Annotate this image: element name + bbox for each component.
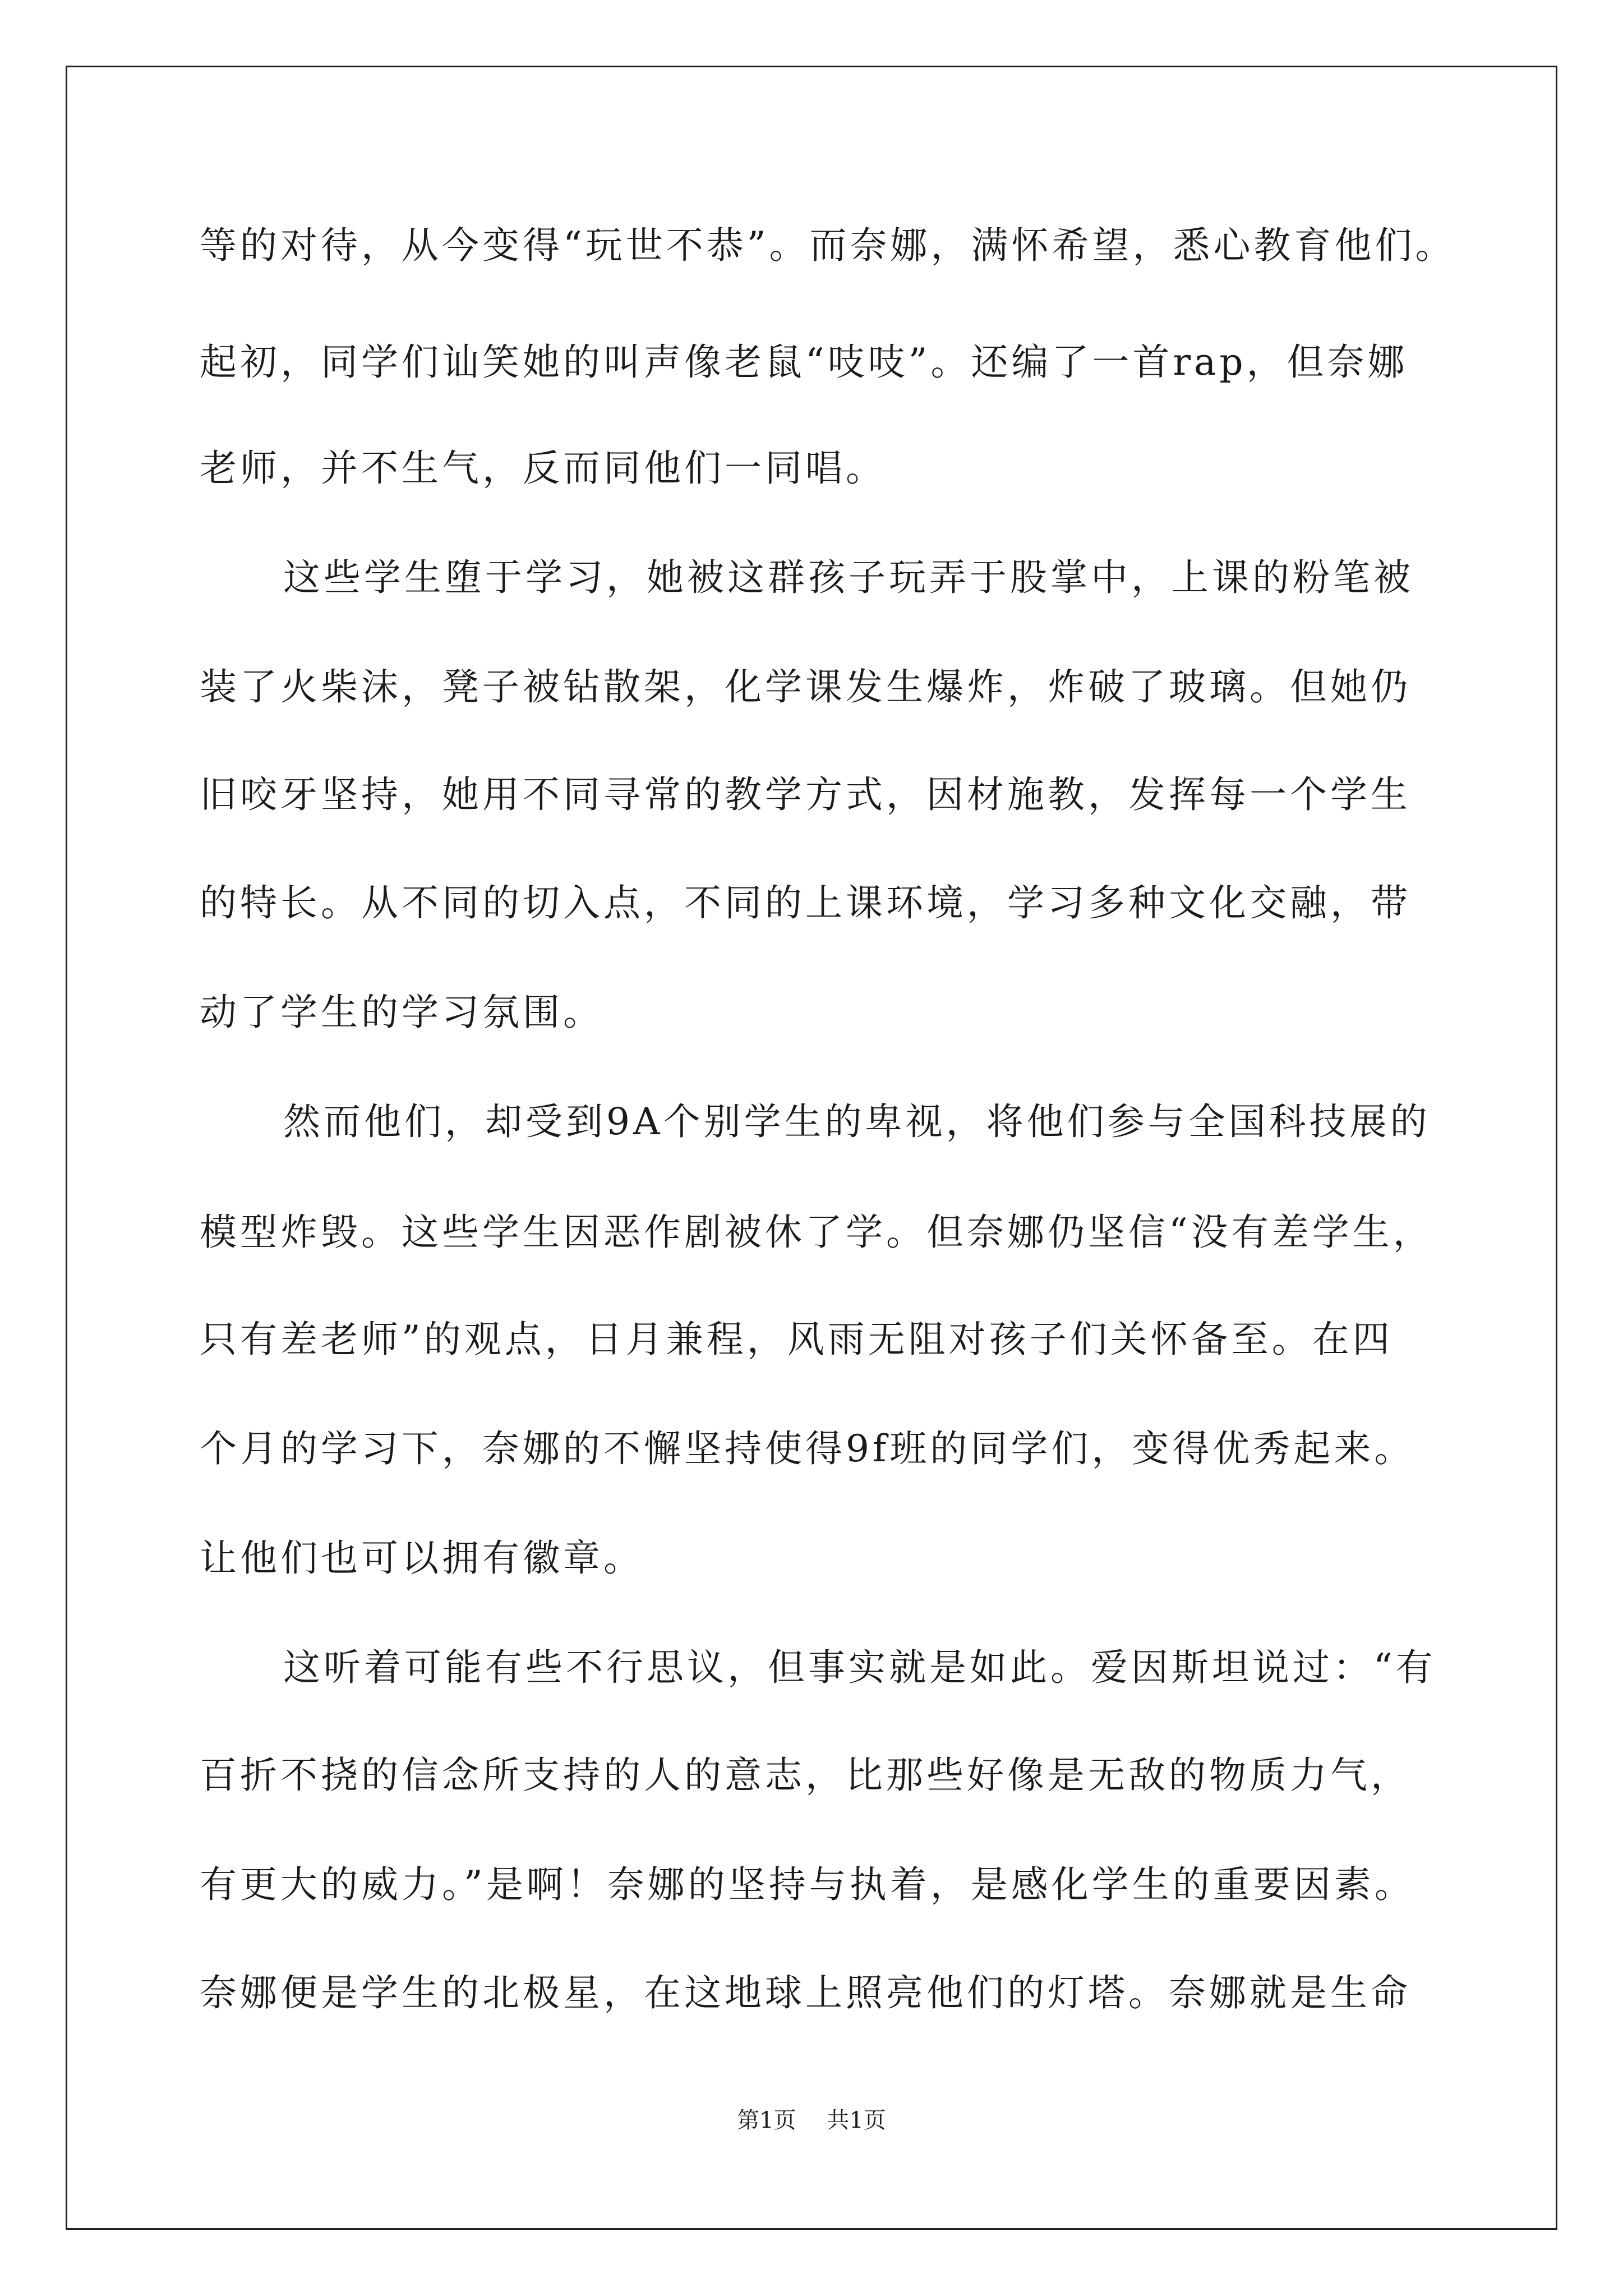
page-number-current: 第1页 — [737, 2108, 796, 2133]
text-line: 奈娜便是学生的北极星，在这地球上照亮他们的灯塔。奈娜就是生命 — [200, 1971, 1411, 2014]
text-line: 模型炸毁。这些学生因恶作剧被休了学。但奈娜仍坚信“没有差学生， — [200, 1211, 1433, 1254]
text-line: 等的对待，从今变得“玩世不恭”。而奈娜，满怀希望，悉心教育他们。 — [200, 224, 1456, 267]
paragraph-first-line: 这听着可能有些不行思议，但事实就是如此。爱因斯坦说过：“有 — [283, 1646, 1436, 1689]
paragraph-first-line: 然而他们，却受到9A个别学生的卑视，将他们参与全国科技展的 — [283, 1100, 1431, 1143]
text-line: 旧咬牙坚持，她用不同寻常的教学方式，因材施教，发挥每一个学生 — [200, 773, 1411, 816]
text-line: 让他们也可以拥有徽章。 — [200, 1536, 644, 1580]
page-footer — [0, 2106, 1623, 2134]
text-line: 有更大的威力。”是啊！奈娜的坚持与执着，是感化学生的重要因素。 — [200, 1863, 1415, 1906]
text-line: 动了学生的学习氛围。 — [200, 991, 603, 1034]
text-line: 装了火柴沫，凳子被钻散架，化学课发生爆炸，炸破了玻璃。但她仍 — [200, 665, 1411, 708]
text-line: 的特长。从不同的切入点，不同的上课环境，学习多种文化交融，带 — [200, 881, 1411, 924]
text-line: 个月的学习下，奈娜的不懈坚持使得9f班的同学们，变得优秀起来。 — [200, 1427, 1415, 1470]
paragraph-first-line: 这些学生堕于学习，她被这群孩子玩弄于股掌中，上课的粉笔被 — [283, 556, 1414, 599]
text-line: 起初，同学们讪笑她的叫声像老鼠“吱吱”。还编了一首rap，但奈娜 — [200, 341, 1408, 384]
text-line: 老师，并不生气，反而同他们一同唱。 — [200, 447, 886, 490]
text-line: 只有差老师”的观点，日月兼程，风雨无阻对孩子们关怀备至。在四 — [200, 1318, 1393, 1361]
text-line: 百折不挠的信念所支持的人的意志，比那些好像是无敌的物质力气， — [200, 1754, 1411, 1797]
page-number-total: 共1页 — [827, 2108, 886, 2133]
